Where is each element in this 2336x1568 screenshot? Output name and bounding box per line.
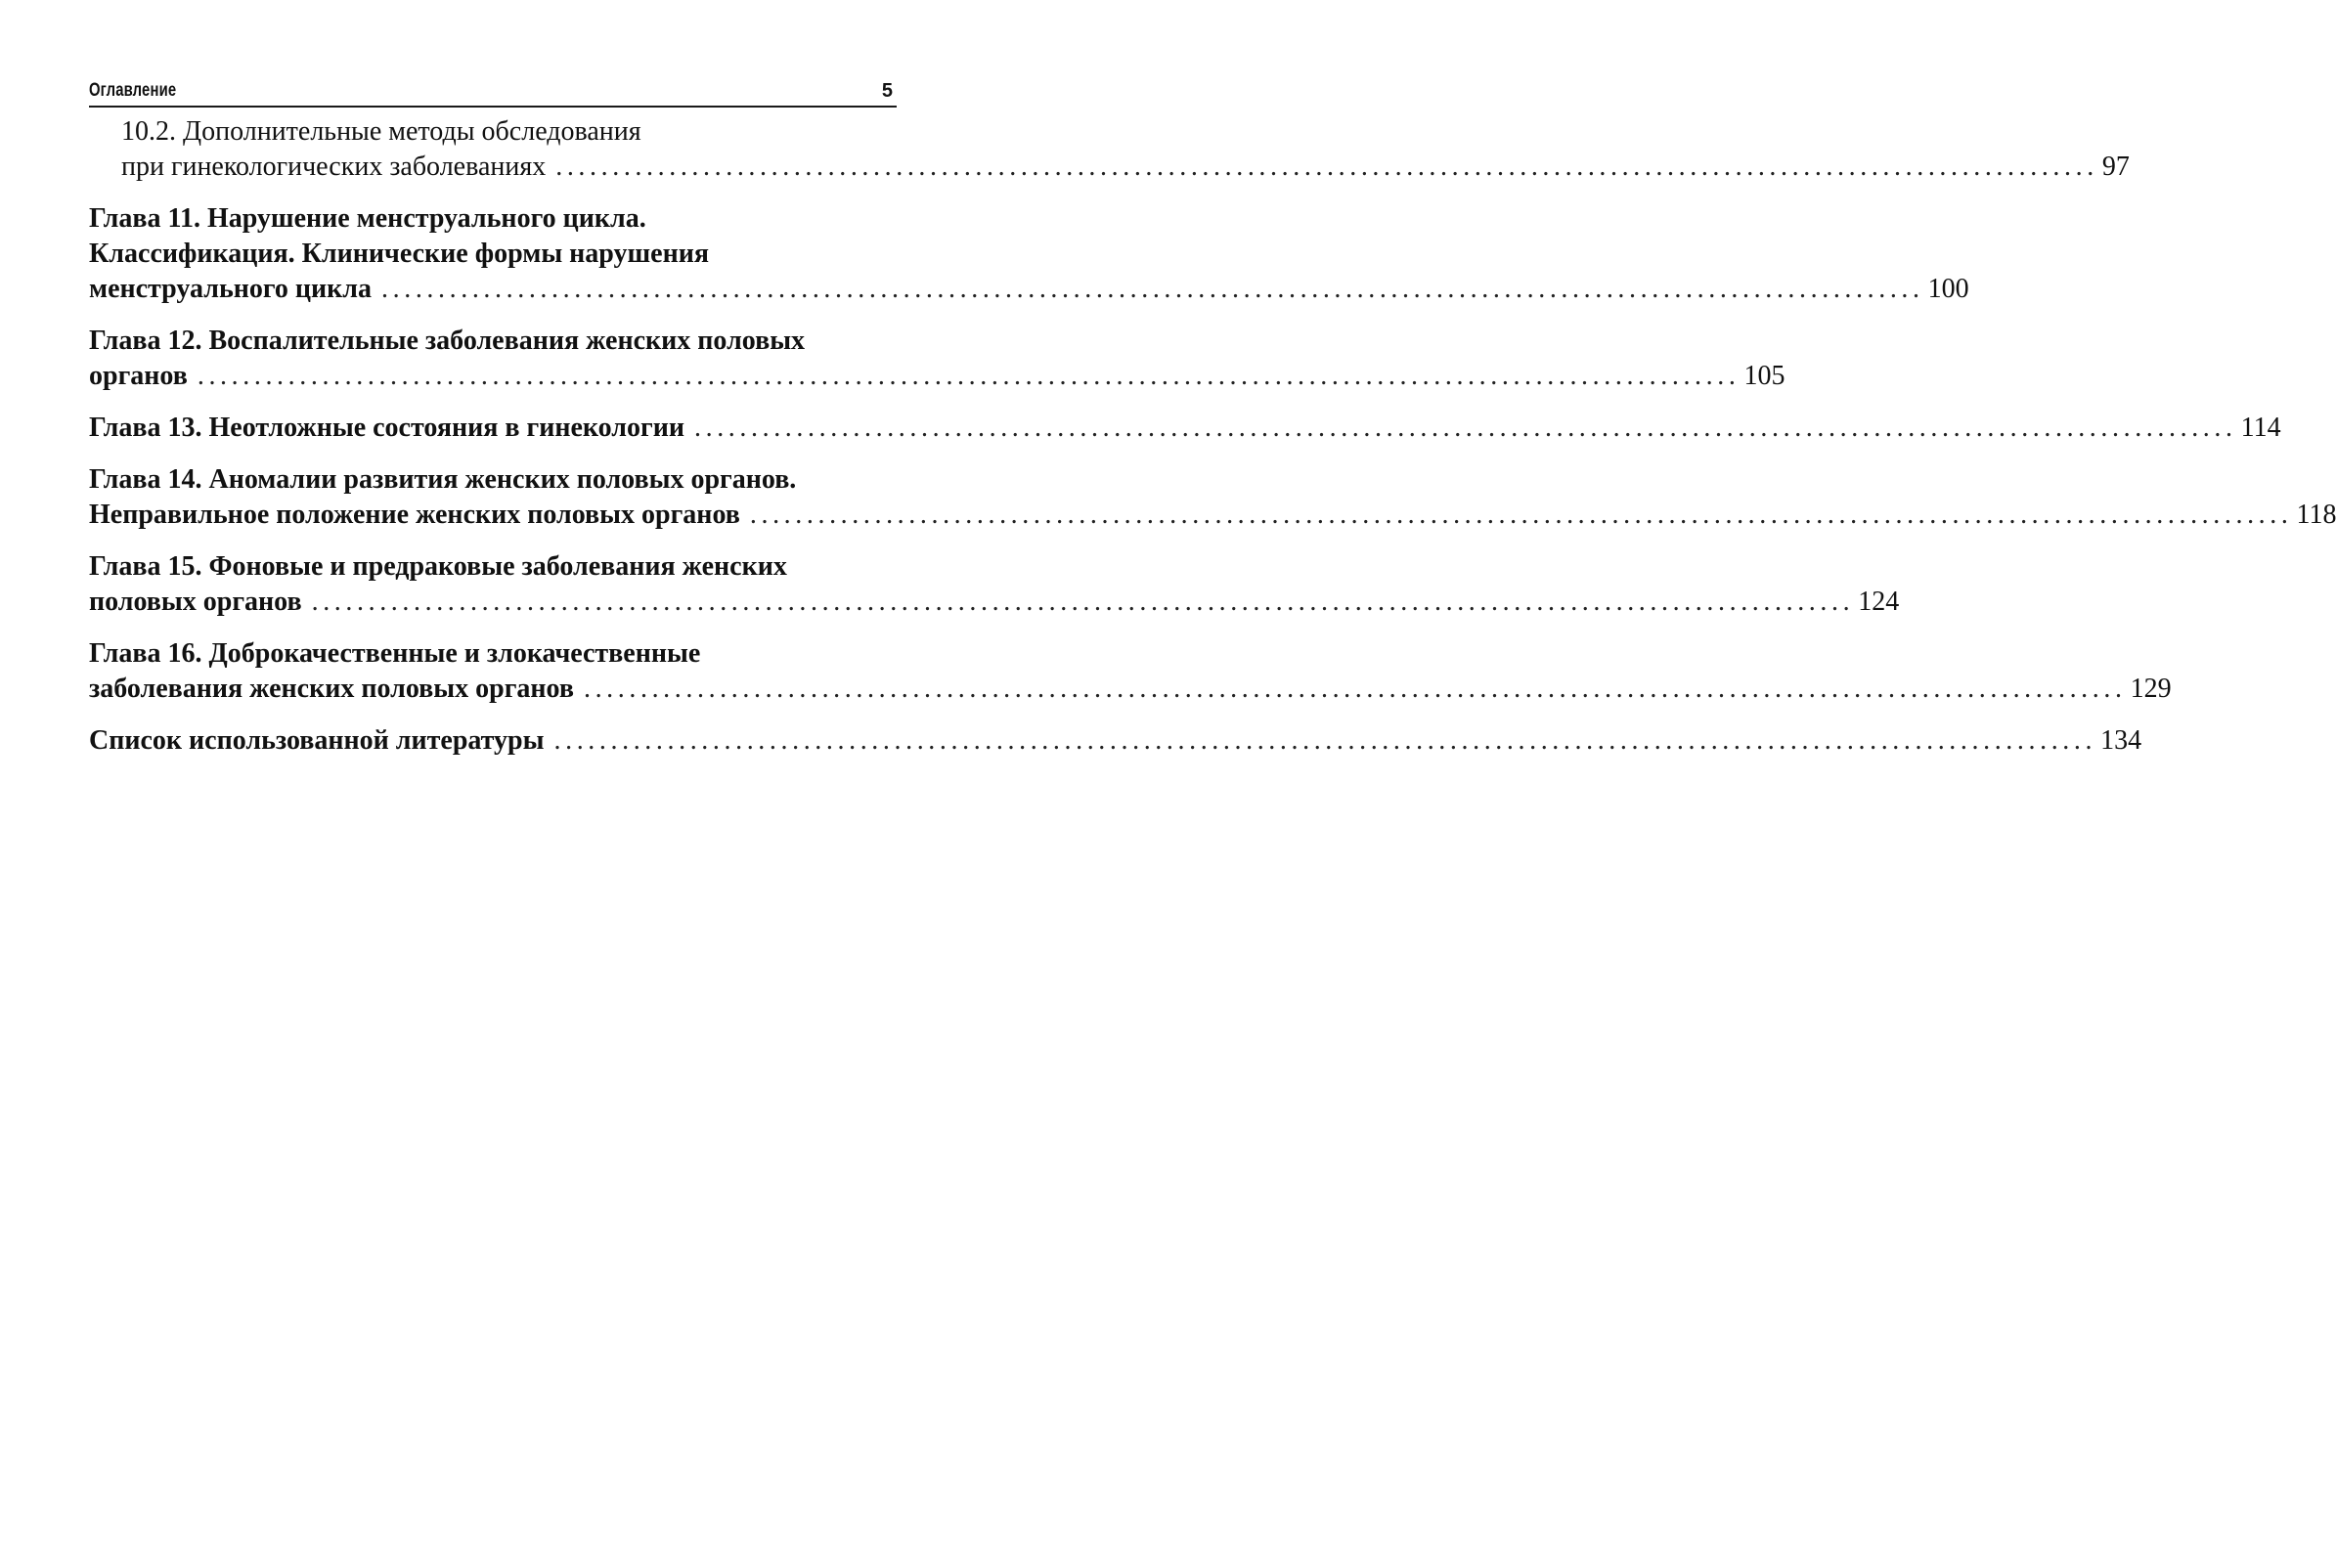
toc-entry-line: Глава 16. Доброкачественные и злокачественные (89, 638, 701, 669)
dot-leader: ........................................................................................................................................ (197, 361, 1741, 391)
toc-entry-last-line (89, 359, 1785, 394)
dot-leader: ........................................................................................................................................ (553, 725, 2097, 756)
toc-entry-line: половых органов (89, 587, 302, 617)
dot-leader: ........................................................................................................................................ (749, 500, 2293, 530)
toc-entry-line: Глава 11. Нарушение менструального цикла. (89, 203, 646, 234)
table-of-contents (89, 114, 2336, 759)
toc-entry-last-line (89, 272, 1969, 307)
toc-entry-last-line (89, 498, 2336, 533)
running-header-title: Оглавление (89, 80, 177, 101)
toc-entry-references[interactable] (89, 723, 2142, 759)
toc-entry-chapter-16[interactable] (89, 636, 2172, 707)
toc-entry-chapter-14[interactable] (89, 462, 2336, 533)
dot-leader: ........................................................................................................................................ (555, 152, 2098, 182)
toc-page-number: 129 (2130, 674, 2172, 704)
toc-entry-line: при гинекологических заболеваниях (121, 152, 547, 182)
toc-page-number: 114 (2240, 413, 2281, 443)
dot-leader: ........................................................................................................................................ (694, 413, 2237, 443)
toc-entry-last-line (89, 411, 2281, 446)
toc-entry-chapter-11[interactable] (89, 201, 1969, 307)
toc-entry-line: Глава 13. Неотложные состояния в гинекологии (89, 413, 684, 443)
toc-entry-line: Глава 12. Воспалительные заболевания женских половых (89, 326, 806, 356)
toc-entry-line: 10.2. Дополнительные методы обследования (121, 116, 641, 147)
toc-page-number: 124 (1858, 587, 1900, 617)
toc-entry-chapter-12[interactable] (89, 324, 1785, 394)
dot-leader: ........................................................................................................................................ (583, 674, 2127, 704)
dot-leader: ........................................................................................................................................ (311, 587, 1855, 617)
toc-entry-line: Неправильное положение женских половых органов (89, 500, 740, 530)
toc-entry-line: заболевания женских половых органов (89, 674, 574, 704)
toc-entry-last-line (89, 585, 1900, 620)
toc-entry-line: Глава 15. Фоновые и предраковые заболевания женских (89, 551, 787, 582)
toc-entry-line: Глава 14. Аномалии развития женских половых органов. (89, 464, 797, 495)
running-header (89, 76, 897, 108)
toc-entry-last-line (121, 150, 2130, 185)
page-number: 5 (881, 80, 893, 102)
toc-entry-chapter-13[interactable] (89, 411, 2281, 446)
toc-entry-line: органов (89, 361, 188, 391)
toc-page-number: 100 (1927, 274, 1969, 304)
toc-entry-line: Классификация. Клинические формы нарушения (89, 239, 709, 269)
toc-entry-line: Список использованной литературы (89, 725, 545, 756)
toc-entry-last-line (89, 672, 2172, 707)
toc-entry-last-line (89, 723, 2142, 759)
toc-page-number: 134 (2100, 725, 2142, 756)
toc-entry-line: менструального цикла (89, 274, 373, 304)
toc-entry-chapter-15[interactable] (89, 549, 1900, 620)
dot-leader: ........................................................................................................................................ (381, 274, 1924, 304)
toc-page-number: 105 (1743, 361, 1785, 391)
toc-entry-section-10-2[interactable] (89, 114, 2130, 185)
toc-page-number: 118 (2296, 500, 2336, 530)
toc-page-number: 97 (2101, 152, 2130, 182)
